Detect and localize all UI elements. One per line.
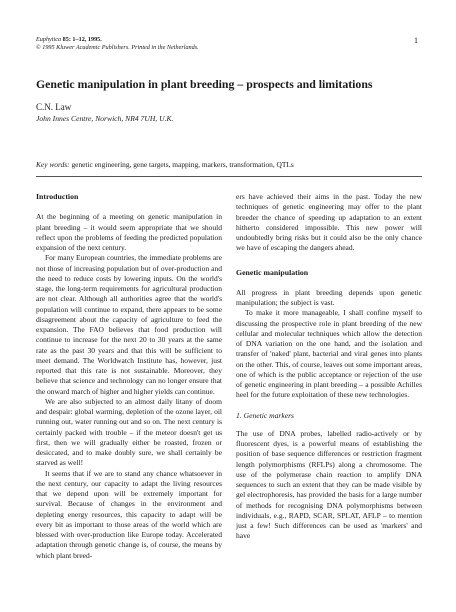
section-heading-introduction: Introduction [36,192,79,201]
author-name: C.N. Law [36,102,72,112]
journal-citation: 85: 1–12, 1995. [62,36,102,43]
subsection-heading-genetic-markers: 1. Genetic markers [236,410,294,420]
keywords-line [36,160,436,169]
paragraph: For many European countries, the immediate problems are not those of increasing population but of over-production and the need to reduce costs by lowering inputs. On the world's stage, the long-term requirements for agricultural production are not clear. Although all authorities agree that the world's population will continue to expand, there appears to be some disagreement about the capacity of agriculture to feed the expansion. The FAO believes that food production will continue to increase for the next 20 to 30 years at the same rate as the past 30 years and that this will be sufficient to meet demand. The Worldwatch Institute has, however, just reported that this rate is not sustainable. Moreover, they believe that science and technology can no longer ensure that the onward march of higher and higher yields can continue. [36,253,222,396]
journal-name: Euphytica [36,36,62,43]
right-column [236,192,422,542]
paragraph: To make it more manageable, I shall confine myself to discussing the prospective role in plant breeding of the new cellular and molecular techniques which allow the detection of DNA variation on the one hand, and the isolation and transfer of 'naked' plant, bacterial and viral genes into plants on the other. This, of course, leaves out some important areas, one of which is the public acceptance or rejection of the use of genetic engineering in plant breeding – a possible Achilles heel for the future exploitation of these new technologies. [236,308,422,400]
copyright-line: © 1995 Kluwer Academic Publishers. Printed in the Netherlands. [36,44,199,51]
paragraph: ers have achieved their aims in the past. Today the new techniques of genetic engineering may offer to the plant breeder the chance of speeding up adaptation to an extent hitherto considered impossible. This new power will undoubtedly bring risks but it could also be the only chance we have of escaping the dangers ahead. [236,192,422,253]
section-heading-genetic-manipulation: Genetic manipulation [236,267,309,277]
author-affiliation: John Innes Centre, Norwich, NR4 7UH, U.K. [36,114,174,123]
article-title: Genetic manipulation in plant breeding – prospects and limitations [36,77,373,91]
page-number: 1 [414,36,418,45]
paragraph: It seems that if we are to stand any chance whatsoever in the next century, our capacity to adapt the living resources that we depend upon will be extremely important for survival. Because of changes in the environment and depleting energy resources, this capacity to adapt will be every bit as important to those areas of the world which are blessed with over-production like Europe today. Accelerated adaptation through genetic change is, of course, the means by which plant breed- [36,468,222,560]
journal-header [36,36,199,52]
keywords-divider [36,176,422,177]
keywords-label: Key words: [36,160,70,169]
keywords-list: genetic engineering, gene targets, mapping, markers, transformation, QTLs [71,160,294,169]
paragraph: The use of DNA probes, labelled radio-actively or by fluorescent dyes, is a powerful means of establishing the position of base sequence differences or restriction fragment length polymorphisms (RFLPs) along a chromosome. The use of the polymerase chain reaction to amplify DNA sequences to such an extent that they can be made visible by gel electrophoresis, has provided the basis for a large number of methods for recognising DNA polymorphisms between individuals, e.g., RAPD, SCAR, SPLAT, AFLP – to mention just a few! Such differences can be used as 'markers' and have [236,428,422,541]
paragraph: We are also subjected to an almost daily litany of doom and despair: global warming, depletion of the ozone layer, oil running out, water running out and so on. The next century is certainly packed with trouble – if the meteor doesn't get us first, then we will gradually either be roasted, frozen or desiccated, and to make doubly sure, we shall certainly be starved as well! [36,396,222,468]
paragraph: At the beginning of a meeting on genetic manipulation in plant breeding – it would seem appropriate that we should reflect upon the problems of feeding the predicted population expansion of the next century. [36,212,222,252]
left-column [36,192,222,561]
paragraph: All progress in plant breeding depends upon genetic manipulation; the subject is vast. [236,287,422,307]
